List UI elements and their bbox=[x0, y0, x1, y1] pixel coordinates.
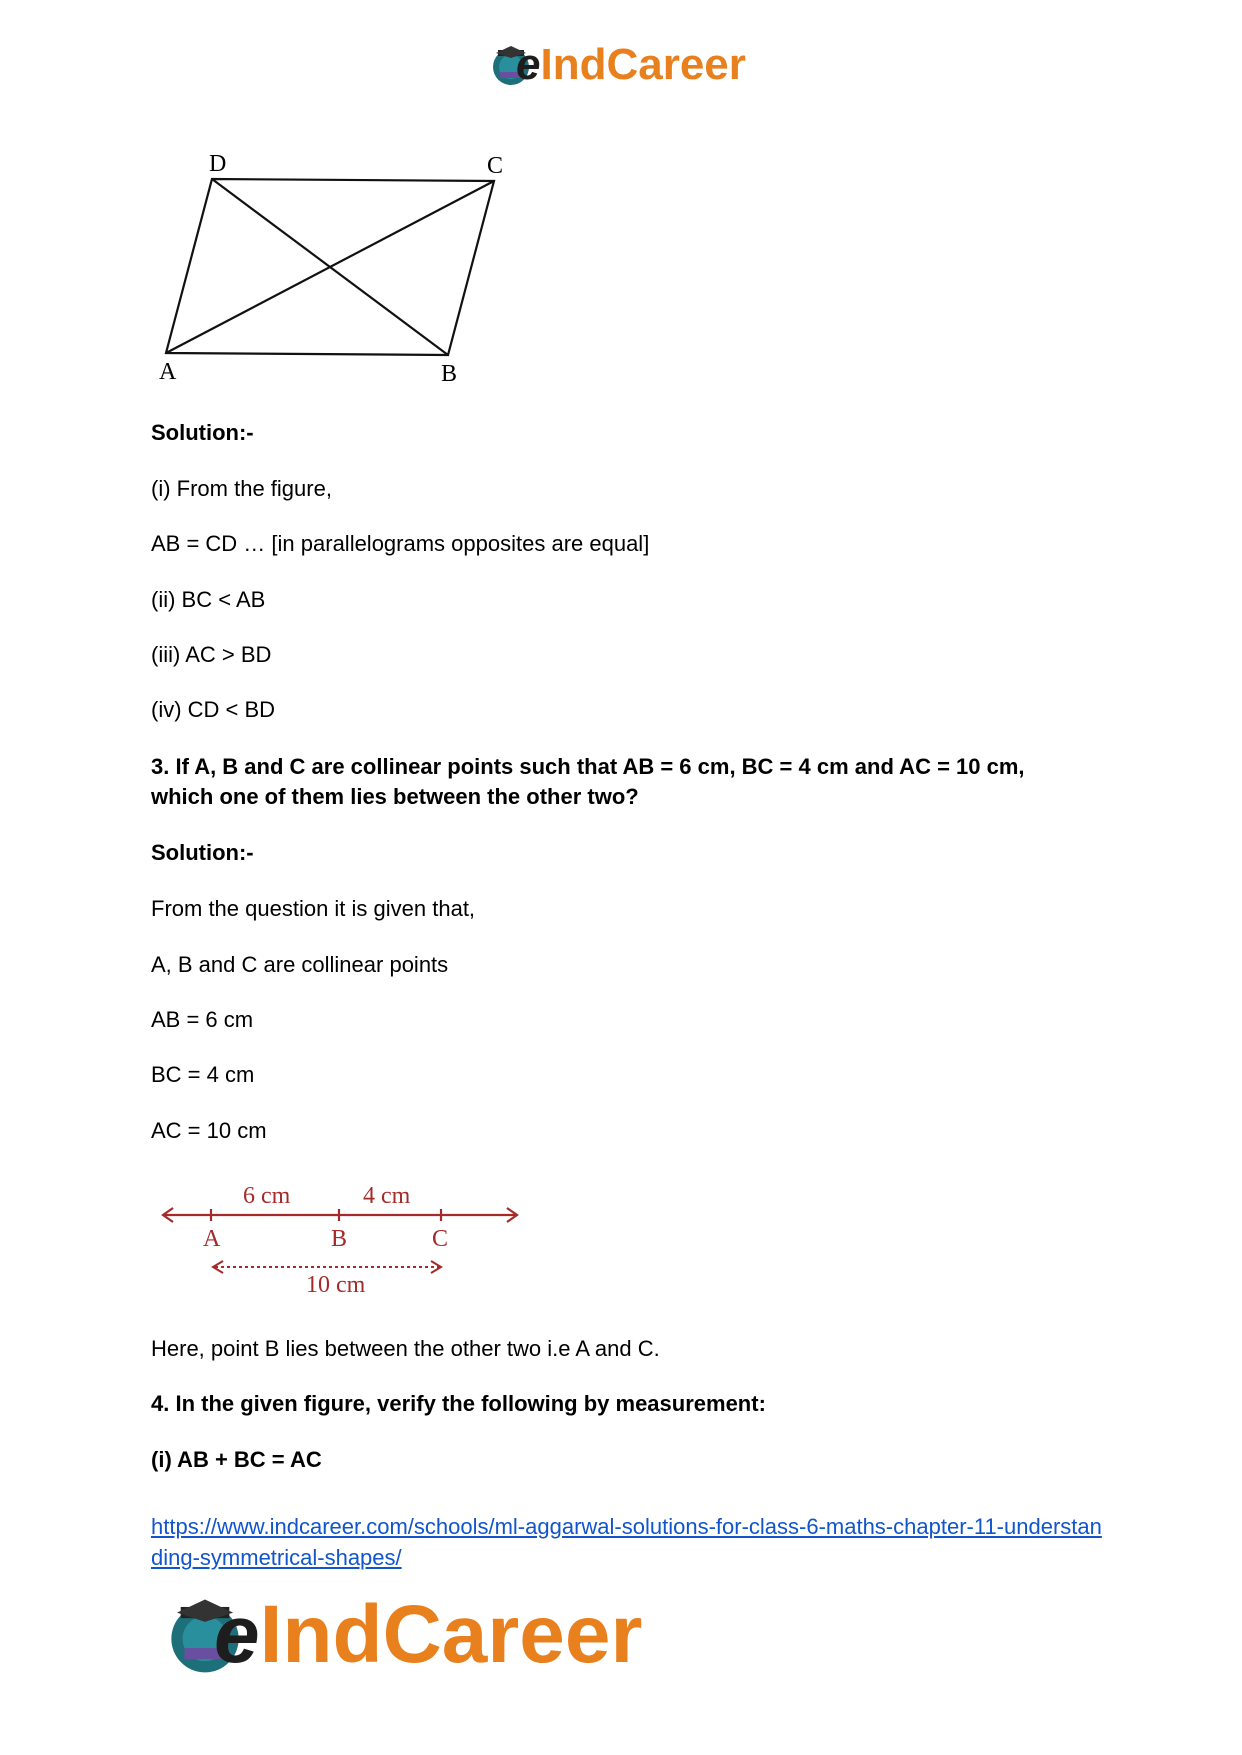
solution-heading-2: Solution:- bbox=[151, 840, 254, 865]
logo-e: e bbox=[516, 40, 541, 89]
solution-line-4: (iii) AC > BD bbox=[151, 642, 272, 667]
solution-line-2: AB = CD … [in parallelograms opposites are equal] bbox=[151, 531, 650, 556]
given-line-5: AC = 10 cm bbox=[151, 1118, 267, 1143]
header-logo bbox=[488, 40, 746, 90]
solution-line-3: (ii) BC < AB bbox=[151, 587, 266, 612]
question-3-line-2: which one of them lies between the other two? bbox=[151, 784, 639, 809]
solution-line-5: (iv) CD < BD bbox=[151, 697, 276, 722]
given-line-3: AB = 6 cm bbox=[151, 1007, 254, 1032]
footer-logo-e: e bbox=[214, 1589, 260, 1680]
collinear-points-figure bbox=[155, 1175, 525, 1300]
footer-url-link[interactable]: https://www.indcareer.com/schools/ml-aggarwal-solutions-for-class-6-maths-chapter-11-understanding-symmetrical-shapes/ bbox=[151, 1514, 1102, 1570]
label-c: C bbox=[487, 153, 504, 179]
given-line-1: From the question it is given that, bbox=[151, 896, 476, 921]
label-d: D bbox=[209, 151, 227, 177]
point-a-label: A bbox=[203, 1226, 221, 1252]
question-3-line-1: 3. If A, B and C are collinear points such that AB = 6 cm, BC = 4 cm and AC = 10 cm, bbox=[151, 754, 1025, 779]
label-10cm: 10 cm bbox=[306, 1272, 366, 1298]
point-c-label: C bbox=[432, 1226, 449, 1252]
point-b-label: B bbox=[331, 1226, 348, 1252]
solution-heading-1: Solution:- bbox=[151, 420, 254, 445]
diagonal-bd bbox=[212, 179, 448, 355]
footer-logo bbox=[162, 1588, 642, 1682]
label-b: B bbox=[441, 361, 458, 385]
label-4cm: 4 cm bbox=[363, 1183, 411, 1209]
question-4: 4. In the given figure, verify the following by measurement: bbox=[151, 1391, 766, 1416]
given-line-4: BC = 4 cm bbox=[151, 1062, 255, 1087]
parallelogram-figure bbox=[150, 145, 520, 385]
question-4-part-i: (i) AB + BC = AC bbox=[151, 1447, 322, 1472]
footer-logo-text: IndCareer bbox=[259, 1589, 643, 1680]
logo-text: IndCareer bbox=[540, 40, 746, 89]
conclusion-line: Here, point B lies between the other two i.e A and C. bbox=[151, 1336, 660, 1361]
given-line-2: A, B and C are collinear points bbox=[151, 952, 449, 977]
label-a: A bbox=[159, 359, 177, 385]
solution-line-1: (i) From the figure, bbox=[151, 476, 332, 501]
label-6cm: 6 cm bbox=[243, 1183, 291, 1209]
